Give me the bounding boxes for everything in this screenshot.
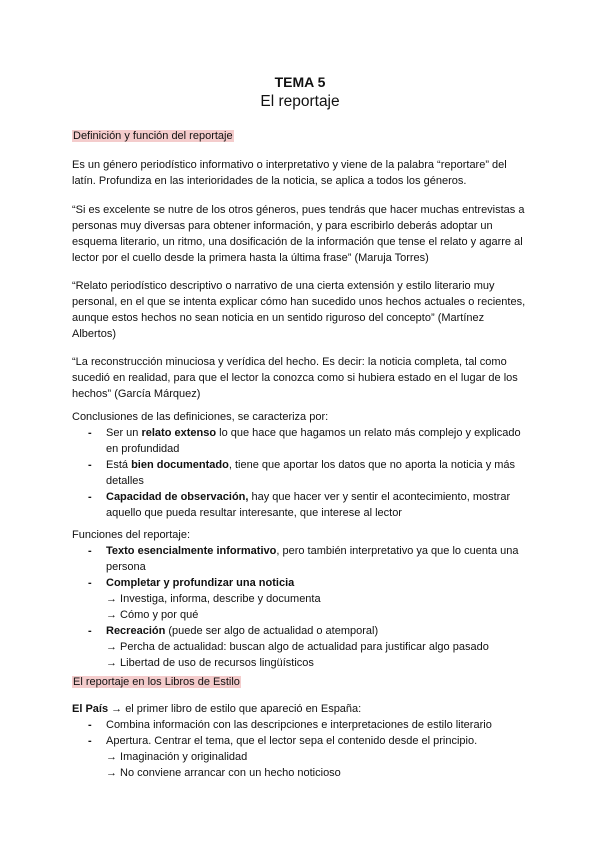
section-heading-definition — [72, 128, 528, 144]
sub-item: → Imaginación y originalidad — [106, 751, 248, 763]
list-item: - Texto esencialmente informativo, pero también interpretativo ya que lo cuenta una persona — [106, 543, 528, 575]
conclusions-list-wrap — [72, 425, 528, 521]
functions-heading: Funciones del reportaje: — [72, 529, 191, 541]
section-heading-style-books — [72, 674, 528, 690]
sub-item: → No conviene arrancar con un hecho noticioso — [106, 767, 341, 779]
highlighted-heading: El reportaje en los Libros de Estilo — [73, 676, 240, 688]
conclusions-heading: Conclusiones de las definiciones, se caracteriza por: — [72, 411, 329, 423]
sub-item: → Libertad de uso de recursos lingüísticos — [106, 657, 314, 669]
functions-list — [72, 543, 528, 671]
list-item: - Completar y profundizar una noticia → Investiga, informa, describe y documenta → Cómo y por qué — [106, 575, 528, 623]
list-item: - Recreación (puede ser algo de actualidad o atemporal) → Percha de actualidad: buscan algo de actualidad para justificar algo pasado → Libertad de uso de recursos lingüísticos — [106, 623, 528, 671]
list-item: - Está bien documentado, tiene que aportar los datos que no aporta la noticia y más detalles — [106, 457, 528, 489]
sub-item: → Cómo y por qué — [106, 609, 199, 621]
quote-garcia-marquez: “La reconstrucción minuciosa y verídica del hecho. Es decir: la noticia completa, tal como sucedió en realidad, para que el lector la conozca como si hubiera estado en el lugar de los hechos” (García Márquez) — [72, 356, 518, 400]
page-subtitle: El reportaje — [260, 93, 340, 110]
sub-item: → Percha de actualidad: buscan algo de actualidad para justificar algo pasado — [106, 641, 489, 653]
style-books-list-wrap — [72, 717, 528, 781]
sub-item: → Investiga, informa, describe y documenta — [106, 593, 321, 605]
conclusions-list — [72, 425, 528, 521]
list-item: - Capacidad de observación, hay que hacer ver y sentir el acontecimiento, mostrar aquello que pueda resultar interesante, que interese al lector — [106, 489, 528, 521]
highlighted-heading: Definición y función del reportaje — [73, 130, 233, 142]
style-books-list — [72, 717, 528, 781]
list-item: - Apertura. Centrar el tema, que el lector sepa el contenido desde el principio. → Imaginación y originalidad → No conviene arrancar con un hecho noticioso — [106, 733, 528, 781]
intro-paragraph: Es un género periodístico informativo o interpretativo y viene de la palabra “reportare” del latín. Profundiza en las interioridades de la noticia, se aplica a todos los géneros. — [72, 159, 507, 187]
quote-maruja-torres: “Si es excelente se nutre de los otros géneros, pues tendrás que hacer muchas entrevistas a personas muy diversas para obtener información, y para escribirlo deberás adoptar un esquema literario, un ritmo, una dosificación de la información que tense el relato y agarre al lector por el cuello desde la primera hasta la última frase” (Maruja Torres) — [72, 204, 525, 264]
quote-martinez-albertos: “Relato periodístico descriptivo o narrativo de una cierta extensión y estilo literario muy personal, en el que se intenta explicar cómo han sucedido unos hechos actuales o recientes, aunque estos hechos no sean noticia en un sentido riguroso del concepto” (Martínez Albertos) — [72, 280, 526, 340]
page-title: TEMA 5 — [274, 74, 326, 90]
list-item: - Combina información con las descripciones e interpretaciones de estilo literario — [106, 717, 528, 733]
functions-list-wrap — [72, 543, 528, 671]
el-pais-lead: El País → el primer libro de estilo que apareció en España: — [72, 703, 362, 715]
list-item: - Ser un relato extenso lo que hace que hagamos un relato más complejo y explicado en profundidad — [106, 425, 528, 457]
